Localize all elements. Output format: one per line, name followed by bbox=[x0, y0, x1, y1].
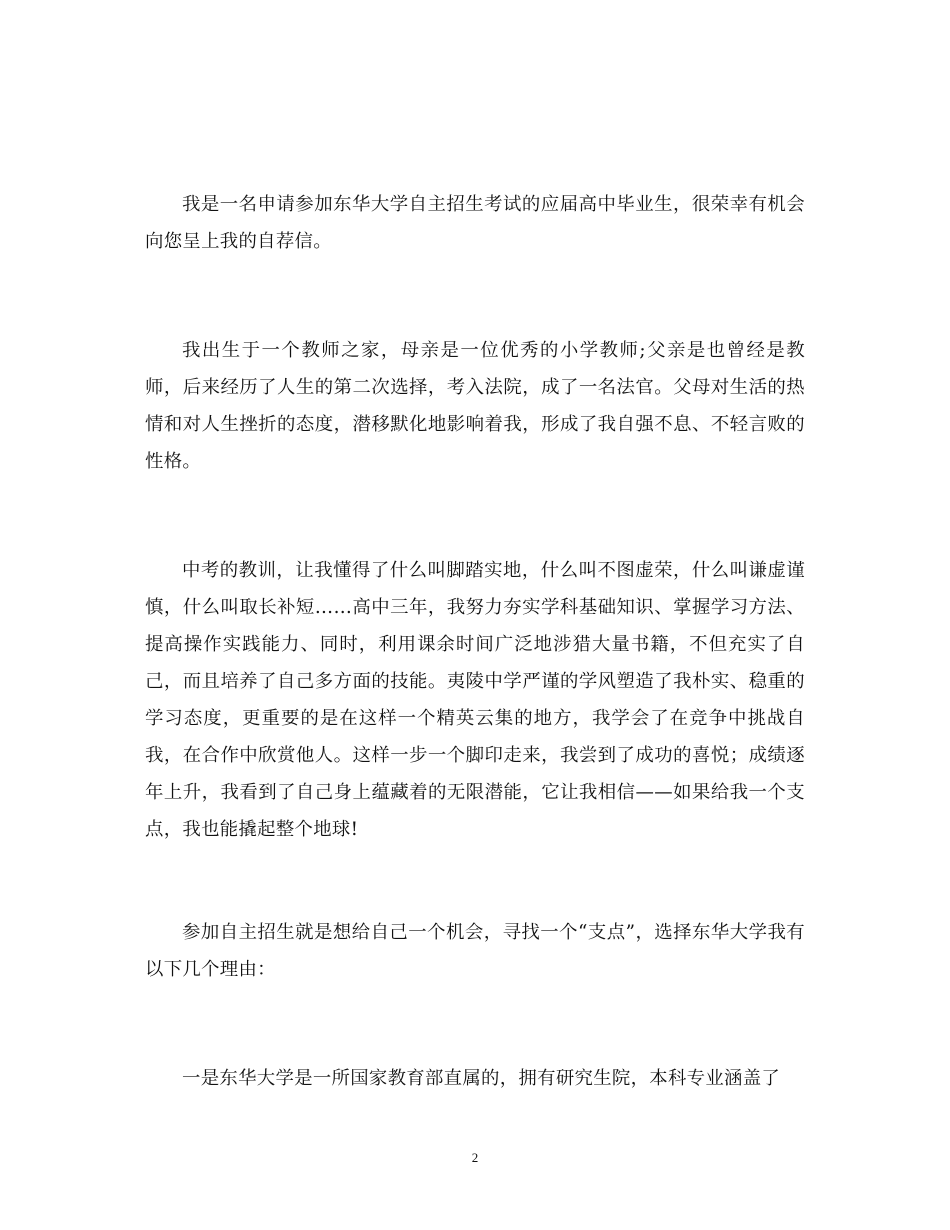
paragraph-intro: 我是一名申请参加东华大学自主招生考试的应届高中毕业生，很荣幸有机会向您呈上我的自荐信。 bbox=[145, 194, 805, 252]
page-number: 2 bbox=[471, 1150, 479, 1165]
paragraph-reason-one: 一是东华大学是一所国家教育部直属的，拥有研究生院，本科专业涵盖了 bbox=[182, 1068, 781, 1089]
paragraph-reasons-intro: 参加自主招生就是想给自己一个机会，寻找一个“支点”，选择东华大学我有以下几个理由： bbox=[145, 922, 805, 980]
paragraph-family: 我出生于一个教师之家，母亲是一位优秀的小学教师;父亲是也曾经是教师，后来经历了人生的第二次选择，考入法院，成了一名法官。父母对生活的热情和对人生挫折的态度，潜移默化地影响着我，形成了我自强不息、不轻言败的性格。 bbox=[145, 340, 805, 472]
paragraph-high-school: 中考的教训，让我懂得了什么叫脚踏实地，什么叫不图虚荣，什么叫谦虚谨慎，什么叫取长补短……高中三年，我努力夯实学科基础知识、掌握学习方法、提高操作实践能力、同时，利用课余时间广泛地涉猎大量书籍，不但充实了自己，而且培养了自己多方面的技能。夷陵中学严谨的学风塑造了我朴实、稳重的学习态度，更重要的是在这样一个精英云集的地方，我学会了在竞争中挑战自我，在合作中欣赏他人。这样一步一个脚印走来，我尝到了成功的喜悦；成绩逐年上升，我看到了自己身上蕴藏着的无限潜能，它让我相信——如果给我一个支点，我也能撬起整个地球! bbox=[145, 560, 805, 840]
